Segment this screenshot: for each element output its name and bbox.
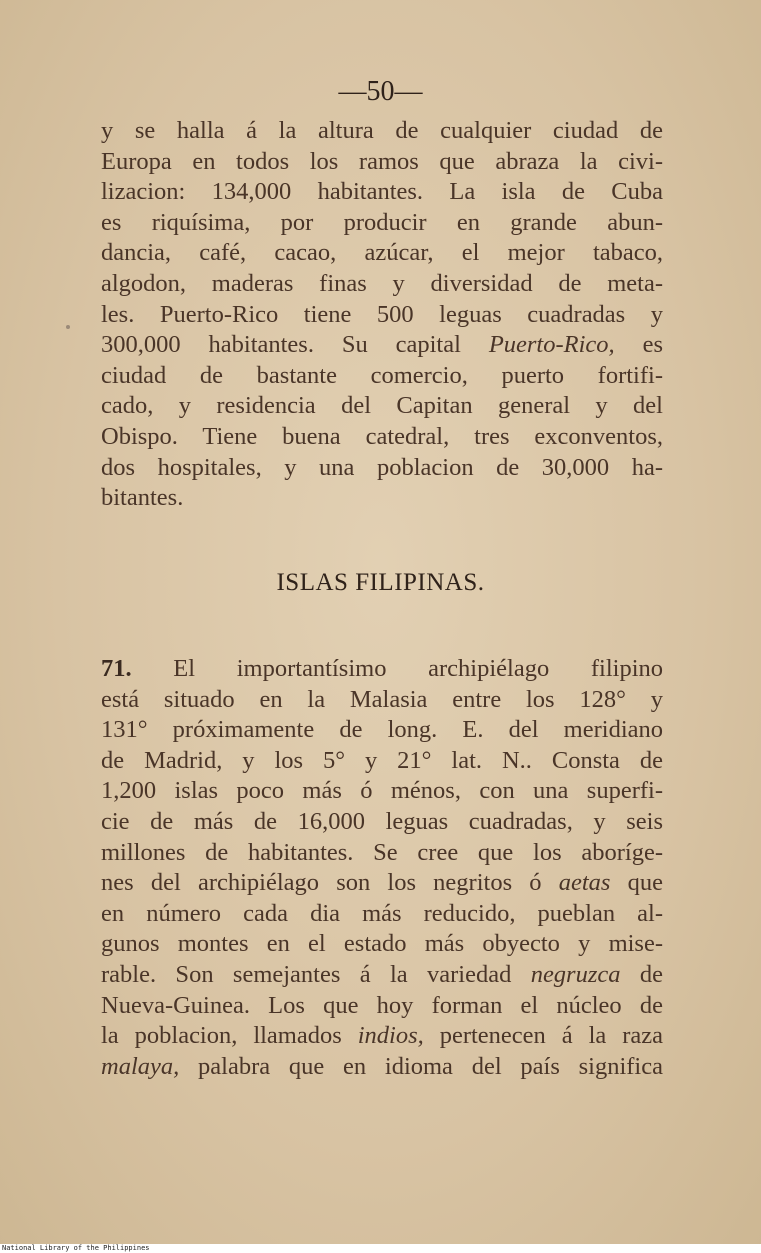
text-line: Nueva-Guinea. Los que hoy forman el núcleo de (101, 991, 663, 1019)
text-line: 131° próximamente de long. E. del meridiano (101, 716, 663, 744)
print-speck (66, 325, 70, 329)
text-line (101, 654, 663, 685)
text-line (101, 1052, 663, 1083)
paragraph-cuba-puerto-rico (101, 116, 663, 514)
text-line: es riquísima, por producir en grande abun- (101, 208, 663, 236)
text-line (101, 1021, 663, 1052)
text-line: lizacion: 134,000 habitantes. La isla de Cuba (101, 178, 663, 206)
text-line: cie de más de 16,000 leguas cuadradas, y seis (101, 807, 663, 835)
text-line (101, 868, 663, 899)
text-segment: es (614, 331, 663, 359)
text-line: Obispo. Tiene buena catedral, tres exconventos, (101, 422, 663, 450)
text-line: y se halla á la altura de cualquier ciudad de (101, 117, 663, 144)
text-segment: nes del archipiélago son los negritos ó (101, 869, 559, 897)
text-segment: de (620, 960, 663, 988)
paragraph-number: 71. (101, 655, 132, 682)
text-line: dos hospitales, y una poblacion de 30,000 ha- (101, 453, 663, 481)
text-line (101, 960, 663, 991)
text-line: millones de habitantes. Se cree que los aboríge- (101, 838, 663, 866)
text-line: algodon, maderas finas y diversidad de meta- (101, 269, 663, 297)
text-line (101, 330, 663, 361)
italic-term: indios, (357, 1022, 424, 1050)
text-segment: que (610, 869, 663, 897)
text-segment: pertenecen á la raza (423, 1022, 663, 1050)
text-segment: la poblacion, llamados (101, 1022, 358, 1050)
text-line: cado, y residencia del Capitan general y del (101, 392, 663, 420)
italic-term: malaya, (101, 1052, 180, 1080)
section-heading: ISLAS FILIPINAS. (276, 569, 485, 596)
text-line: Europa en todos los ramos que abraza la civi- (101, 147, 663, 175)
italic-term: aetas (558, 869, 611, 897)
text-line: les. Puerto-Rico tiene 500 leguas cuadradas y (101, 300, 663, 328)
text-line: dancia, café, cacao, azúcar, el mejor tabaco, (101, 239, 663, 267)
text-line: en número cada dia más reducido, pueblan al- (101, 899, 663, 927)
italic-place-name: Puerto-Rico, (488, 331, 615, 359)
text-line: bitantes. (101, 484, 184, 512)
text-line: gunos montes en el estado más obyecto y mise- (101, 930, 663, 958)
italic-term: negruzca (530, 960, 621, 988)
text-segment: rable. Son semejantes á la variedad (101, 960, 531, 988)
text-line: ciudad de bastante comercio, puerto fortifi- (101, 361, 663, 389)
text-line: está situado en la Malasia entre los 128° y (101, 685, 663, 713)
text-line: 1,200 islas poco más ó ménos, con una superfi- (101, 777, 663, 805)
text-segment: El importantísimo archipiélago filipino (131, 655, 663, 682)
paragraph-philippines (101, 654, 663, 1082)
text-segment: palabra que en idioma del país significa (179, 1052, 663, 1080)
text-segment: 300,000 habitantes. Su capital (101, 331, 489, 359)
page-number: —50— (338, 76, 423, 107)
text-line: de Madrid, y los 5° y 21° lat. N.. Consta de (101, 746, 663, 774)
library-watermark: National Library of the Philippines (0, 1244, 761, 1253)
